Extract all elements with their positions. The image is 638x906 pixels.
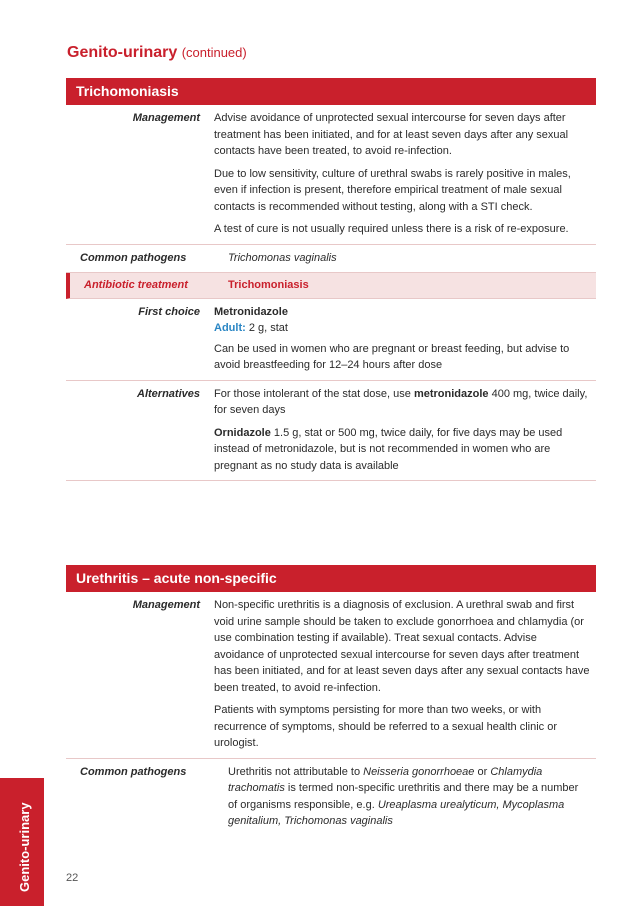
row-label: Alternatives <box>137 387 200 400</box>
drug-name: Metronidazole <box>214 305 288 318</box>
pathogens-row <box>66 245 596 274</box>
alternatives-row <box>66 381 596 482</box>
side-tab-label: Genito-urinary <box>17 802 32 892</box>
row-content: Trichomoniasis <box>228 279 309 291</box>
row-content <box>210 597 596 752</box>
row-label: Management <box>132 112 200 124</box>
antibiotic-treatment-row <box>66 273 596 299</box>
paragraph: Advise avoidance of unprotected sexual intercourse for seven days after treatment has been initiated, and for at least seven days after any sexual contacts have been treated, to avoid re-infection. <box>214 112 569 157</box>
paragraph: Patients with symptoms persisting for more than two weeks, or with recurrence of symptoms, should be referred to a sexual health clinic or urologist. <box>214 704 557 749</box>
row-content: Urethritis not attributable to Neisseria gonorrhoeae or Chlamydia trachomatis is termed non-specific urethritis and there may be a number of organisms responsible, e.g. Ureaplasma urealyticum, Mycoplasma genitalium, Trichomonas vaginalis <box>228 765 579 827</box>
pathogens-row <box>66 759 596 836</box>
table-header: Urethritis – acute non-specific <box>66 565 596 592</box>
management-row <box>66 105 596 245</box>
section-title-text: Genito-urinary <box>67 44 178 61</box>
dose-value: 2 g, stat <box>245 322 288 334</box>
row-label: Management <box>132 599 200 611</box>
table-header: Trichomoniasis <box>66 78 596 105</box>
paragraph: Non-specific urethritis is a diagnosis of exclusion. A urethral swab and first void urine sample should be taken to exclude gonorrhoea and chlamydia (or use combination testing if available). Treat sexual contacts. Advise avoidance of unprotected sexual intercourse for seven days after treatment has been initiated, and for at least seven days after any sexual contacts have been treated, to avoid re-infection. <box>214 599 590 694</box>
paragraph: Ornidazole 1.5 g, stat or 500 mg, twice daily, for five days may be used instead of metronidazole, but is not recommended in women who are pregnant as no study data is available <box>214 426 563 472</box>
trichomoniasis-table <box>66 78 596 481</box>
side-tab <box>0 778 44 906</box>
row-label: Common pathogens <box>80 765 187 778</box>
first-choice-row <box>66 299 596 381</box>
dose-label: Adult: <box>214 322 246 334</box>
row-content <box>210 110 596 238</box>
pathogen-name: Trichomonas vaginalis <box>228 251 337 264</box>
paragraph: For those intolerant of the stat dose, use metronidazole 400 mg, twice daily, for seven days <box>214 387 588 416</box>
page-title <box>67 44 247 62</box>
urethritis-table <box>66 565 596 836</box>
management-row <box>66 592 596 759</box>
section-subtitle: (continued) <box>181 45 247 60</box>
paragraph: A test of cure is not usually required unless there is a risk of re-exposure. <box>214 223 569 235</box>
page-number: 22 <box>66 872 79 884</box>
row-content <box>224 250 596 267</box>
row-label: Antibiotic treatment <box>84 279 188 291</box>
row-label: First choice <box>138 305 200 318</box>
paragraph: Can be used in women who are pregnant or breast feeding, but advise to avoid breastfeeding for 12–24 hours after dose <box>214 342 570 371</box>
row-content <box>210 304 596 374</box>
row-label: Common pathogens <box>80 251 187 264</box>
row-content <box>210 386 596 475</box>
paragraph: Due to low sensitivity, culture of urethral swabs is rarely positive in males, even if infection is present, therefore empirical treatment of male sexual contacts is recommended without testing, along with a STI check. <box>214 167 571 213</box>
